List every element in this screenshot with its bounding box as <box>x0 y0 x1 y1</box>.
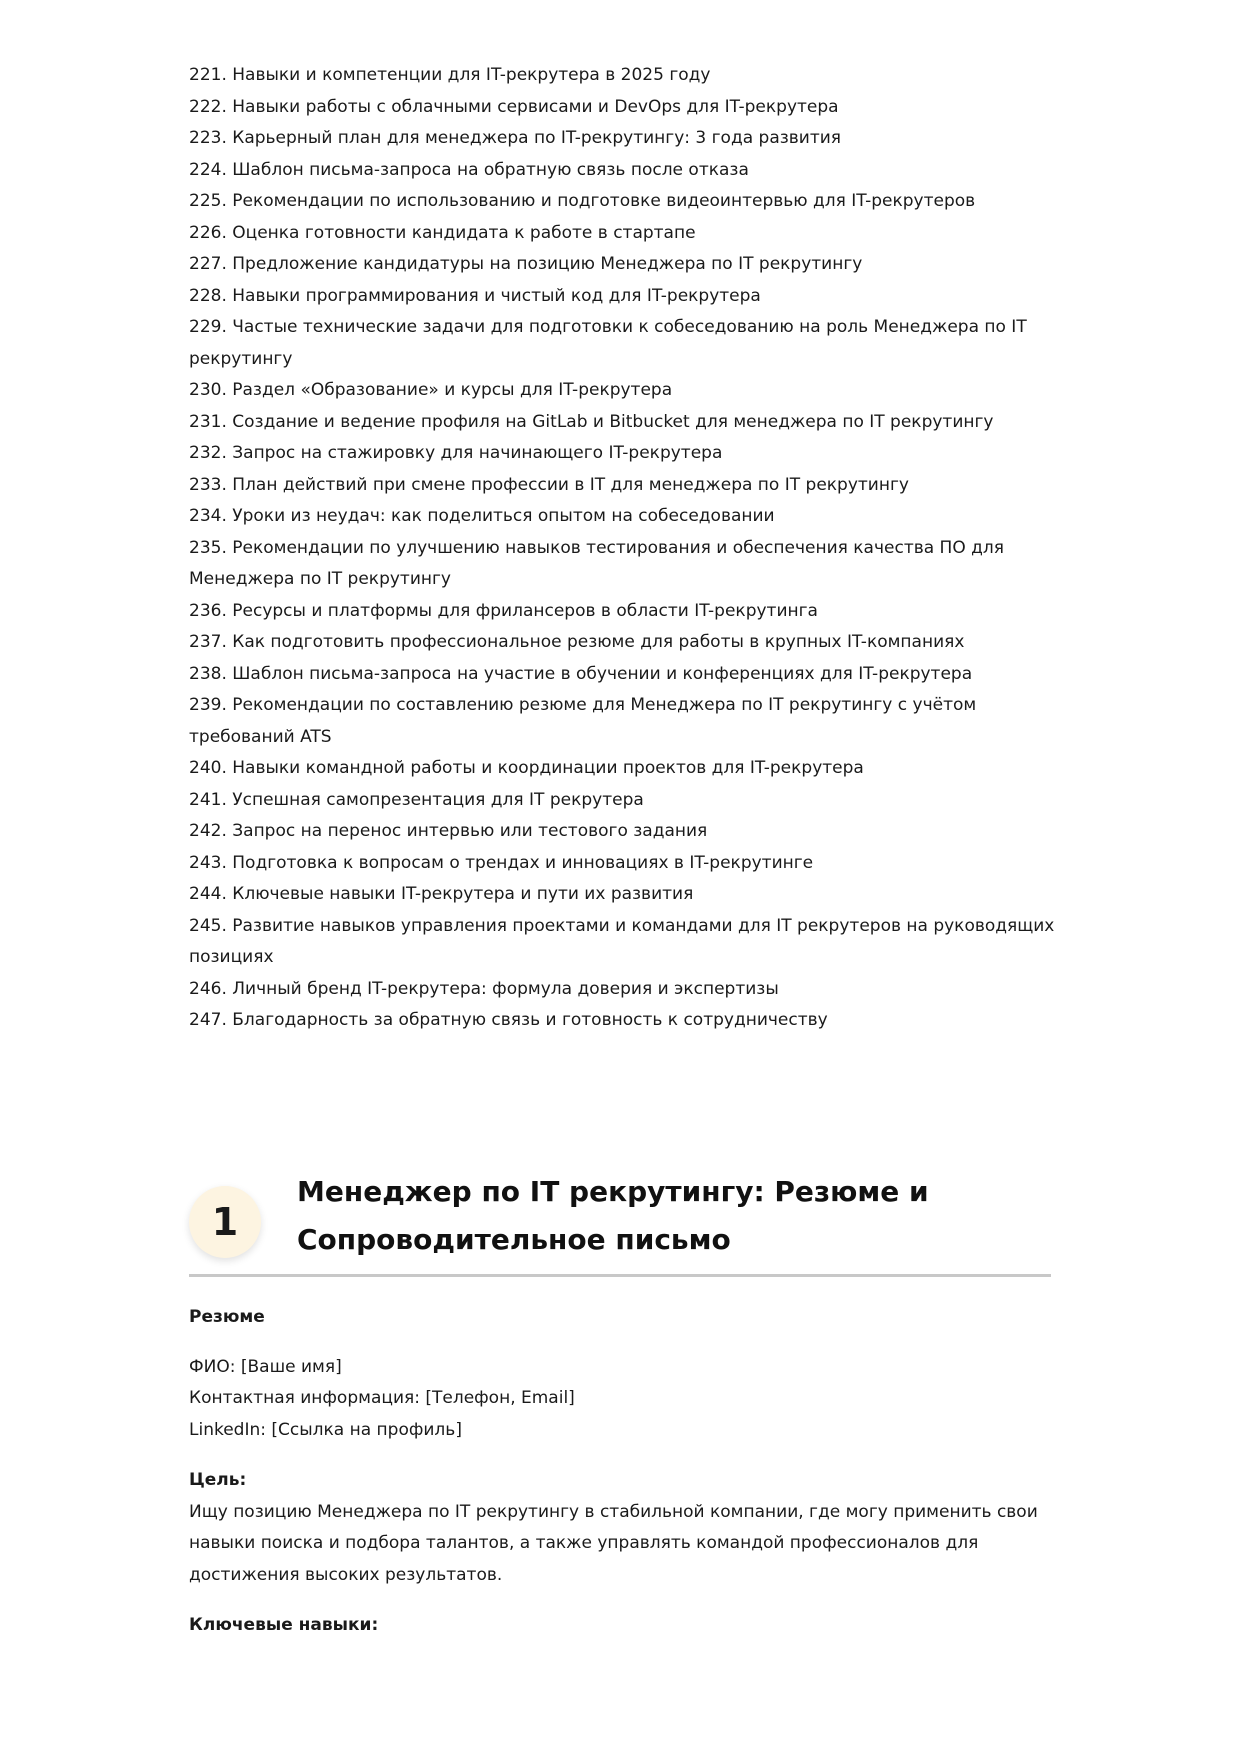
toc-item: 227. Предложение кандидатуры на позицию Менеджера по IT рекрутингу <box>189 254 863 274</box>
toc-item: 229. Частые технические задачи для подготовки к собеседованию на роль Менеджера по IT рекрутингу <box>189 317 1027 369</box>
contact-line: ФИО: [Ваше имя] <box>189 1356 342 1377</box>
toc-item: 234. Уроки из неудач: как поделиться опытом на собеседовании <box>189 506 775 526</box>
toc-item: 233. План действий при смене профессии в IT для менеджера по IT рекрутингу <box>189 474 909 495</box>
toc-item: 231. Создание и ведение профиля на GitLab и Bitbucket для менеджера по IT рекрутингу <box>189 411 994 432</box>
toc-item: 223. Карьерный план для менеджера по IT-рекрутингу: 3 года развития <box>189 128 842 148</box>
toc-item: 238. Шаблон письма-запроса на участие в обучении и конференциях для IT-рекрутера <box>189 663 973 684</box>
toc-item: 221. Навыки и компетенции для IT-рекрутера в 2025 году <box>189 65 711 85</box>
toc-item: 228. Навыки программирования и чистый код для IT-рекрутера <box>189 285 761 306</box>
toc-item: 225. Рекомендации по использованию и подготовке видеоинтервью для IT-рекрутеров <box>189 191 976 211</box>
toc-item: 222. Навыки работы с облачными сервисами и DevOps для IT-рекрутера <box>189 96 839 117</box>
toc-item: 245. Развитие навыков управления проектами и командами для IT рекрутеров на руководящих позициях <box>189 915 1055 967</box>
toc-item: 236. Ресурсы и платформы для фрилансеров в области IT-рекрутинга <box>189 600 818 621</box>
toc-item: 226. Оценка готовности кандидата к работе в стартапе <box>189 222 696 243</box>
toc-item: 241. Успешная самопрезентация для IT рекрутера <box>189 789 644 810</box>
toc-item: 235. Рекомендации по улучшению навыков тестирования и обеспечения качества ПО для Менеджера по IT рекрутингу <box>189 537 1004 589</box>
resume-content <box>189 1302 1059 1642</box>
toc-item: 247. Благодарность за обратную связь и готовность к сотрудничеству <box>189 1010 828 1030</box>
section-header <box>189 1168 1051 1277</box>
toc-item: 230. Раздел «Образование» и курсы для IT-рекрутера <box>189 380 673 400</box>
contact-line: LinkedIn: [Ссылка на профиль] <box>189 1419 462 1440</box>
toc-item: 240. Навыки командной работы и координации проектов для IT-рекрутера <box>189 758 864 778</box>
toc-item: 237. Как подготовить профессиональное резюме для работы в крупных IT-компаниях <box>189 632 965 652</box>
table-of-contents <box>189 60 1059 1037</box>
section-number-badge: 1 <box>189 1186 261 1258</box>
toc-item: 246. Личный бренд IT-рекрутера: формула доверия и экспертизы <box>189 978 779 999</box>
goal-text: Ищу позицию Менеджера по IT рекрутингу в стабильной компании, где могу применить свои навыки поиска и подбора талантов, а также управлять командой профессионалов для достижения высоких результатов. <box>189 1501 1038 1585</box>
section-title: Менеджер по IT рекрутингу: Резюме и Сопроводительное письмо <box>297 1175 929 1256</box>
toc-item: 244. Ключевые навыки IT-рекрутера и пути их развития <box>189 884 694 904</box>
toc-item: 232. Запрос на стажировку для начинающего IT-рекрутера <box>189 443 723 463</box>
toc-item: 239. Рекомендации по составлению резюме для Менеджера по IT рекрутингу с учётом требований ATS <box>189 695 977 747</box>
skills-heading: Ключевые навыки: <box>189 1615 379 1635</box>
goal-heading: Цель: <box>189 1470 247 1490</box>
toc-item: 243. Подготовка к вопросам о трендах и инновациях в IT-рекрутинге <box>189 852 814 873</box>
resume-heading: Резюме <box>189 1307 265 1327</box>
toc-item: 242. Запрос на перенос интервью или тестового задания <box>189 821 708 841</box>
toc-item: 224. Шаблон письма-запроса на обратную связь после отказа <box>189 159 749 180</box>
contact-line: Контактная информация: [Телефон, Email] <box>189 1388 575 1408</box>
